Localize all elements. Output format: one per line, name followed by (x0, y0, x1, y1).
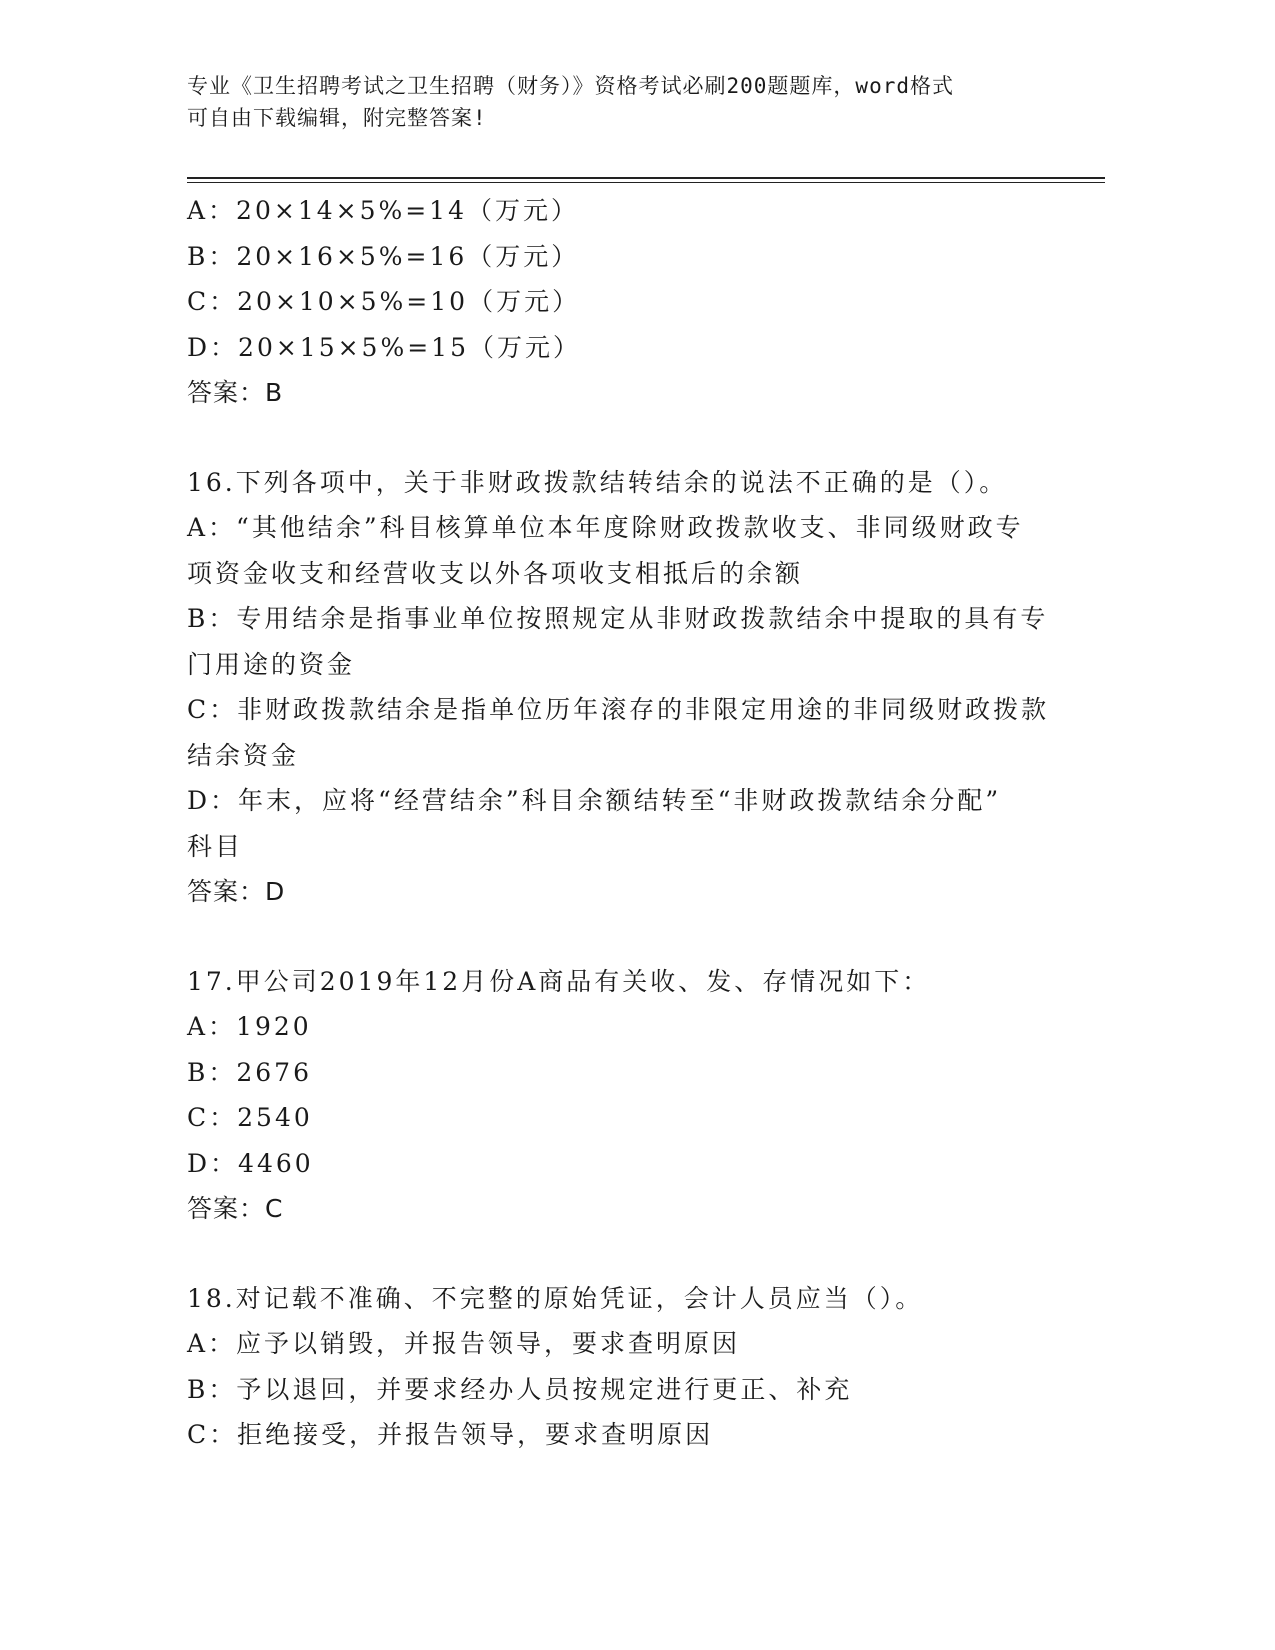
question-text: 18.对记载不准确、不完整的原始凭证，会计人员应当（）。 (187, 1283, 924, 1313)
header-divider-thick (187, 177, 1105, 179)
document-header (187, 70, 1087, 134)
option-a: A：“其他结余”科目核算单位本年度除财政拨款收支、非同级财政专 (187, 513, 1024, 542)
option-d-continued: 科目 (187, 831, 244, 861)
question-15 (187, 188, 1067, 416)
option-d: D：20×15×5%=15（万元） (187, 332, 581, 362)
header-divider-thin (187, 182, 1105, 183)
question-spacer (187, 416, 1067, 460)
question-list (187, 188, 1067, 1458)
question-text: 16.下列各项中，关于非财政拨款结转结余的说法不正确的是（）。 (187, 467, 1008, 497)
answer-line: 答案：B (187, 378, 284, 407)
option-b: B：2676 (187, 1057, 312, 1087)
option-b: B：专用结余是指事业单位按照规定从非财政拨款结余中提取的具有专 (187, 604, 1049, 633)
option-c: C：拒绝接受，并报告领导，要求查明原因 (187, 1420, 714, 1449)
option-b-continued: 门用途的资金 (187, 649, 356, 679)
question-18 (187, 1276, 1067, 1458)
option-d: D：年末，应将“经营结余”科目余额结转至“非财政拨款结余分配” (187, 786, 1002, 815)
option-a: A：应予以销毁，并报告领导，要求查明原因 (187, 1329, 741, 1358)
question-16 (187, 460, 1067, 915)
option-d: D：4460 (187, 1148, 314, 1178)
option-a-continued: 项资金收支和经营收支以外各项收支相抵后的余额 (187, 558, 804, 588)
question-text: 17.甲公司2019年12月份A商品有关收、发、存情况如下： (187, 966, 931, 996)
option-b: B：20×16×5%=16（万元） (187, 241, 580, 271)
option-c: C：2540 (187, 1103, 313, 1132)
option-c-continued: 结余资金 (187, 740, 300, 770)
answer-line: 答案：D (187, 877, 286, 906)
header-line-2: 可自由下载编辑，附完整答案! (187, 106, 487, 130)
answer-line: 答案：C (187, 1194, 284, 1223)
option-c: C：20×10×5%=10（万元） (187, 287, 581, 316)
question-17 (187, 959, 1067, 1232)
header-line-1: 专业《卫生招聘考试之卫生招聘（财务）》资格考试必刷200题题库，word格式 (187, 74, 954, 98)
option-c: C：非财政拨款结余是指单位历年滚存的非限定用途的非同级财政拨款 (187, 695, 1050, 724)
option-b: B：予以退回，并要求经办人员按规定进行更正、补充 (187, 1374, 853, 1404)
option-a: A：20×14×5%=14（万元） (187, 196, 579, 225)
question-spacer (187, 915, 1067, 959)
option-a: A：1920 (187, 1012, 312, 1041)
question-spacer (187, 1232, 1067, 1276)
